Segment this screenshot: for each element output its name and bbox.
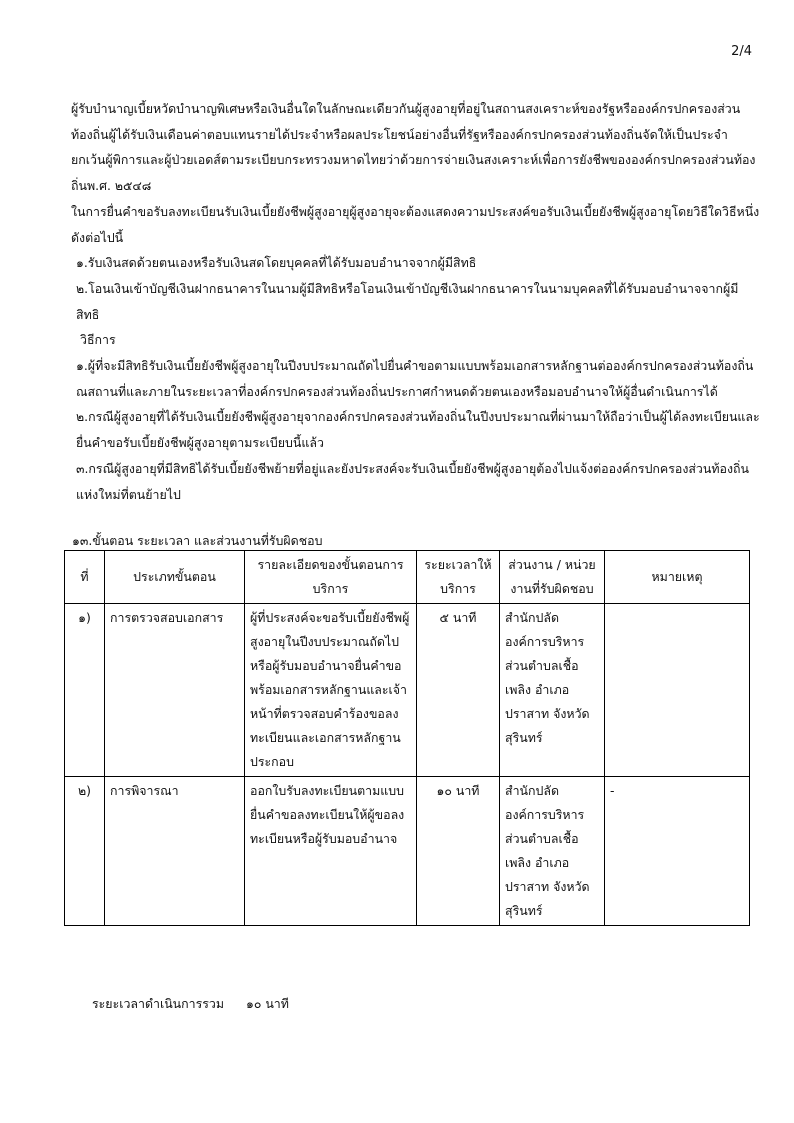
header-time: ระยะเวลาให้บริการ bbox=[417, 551, 500, 604]
header-note: หมายเหตุ bbox=[605, 551, 750, 604]
row-time: ๑๐ นาที bbox=[417, 777, 500, 926]
row-number: ๑) bbox=[65, 604, 105, 777]
row-type: การตรวจสอบเอกสาร bbox=[105, 604, 245, 777]
row-unit: สำนักปลัดองค์การบริหารส่วนตำบลเชื้อเพลิง อำเภอปราสาท จังหวัดสุรินทร์ bbox=[500, 777, 605, 926]
table-row bbox=[65, 777, 750, 926]
paragraph-method-heading: วิธีการ bbox=[80, 332, 116, 348]
section-title: ๑๓.ขั้นตอน ระยะเวลา และส่วนงานที่รับผิดชอบ bbox=[72, 533, 323, 548]
row-note bbox=[605, 604, 750, 777]
row-time: ๕ นาที bbox=[417, 604, 500, 777]
table-row bbox=[65, 604, 750, 777]
row-unit: สำนักปลัดองค์การบริหารส่วนตำบลเชื้อเพลิง อำเภอปราสาท จังหวัดสุรินทร์ bbox=[500, 604, 605, 777]
paragraph-method-2: ๒.กรณีผู้สูงอายุที่ได้รับเงินเบี้ยยังชีพผู้สูงอายุจากองค์กรปกครองส่วนท้องถิ่นในปีงบประมาณที่ผ่านมาให้ถือว่าเป็นผู้ได้ลงทะเบียนและยื่นคำขอรับเบี้ยยังชีพผู้สูงอายุตามระเบียบนี้แล้ว bbox=[76, 409, 760, 451]
header-type: ประเภทขั้นตอน bbox=[105, 551, 245, 604]
header-detail: รายละเอียดของขั้นตอนการบริการ bbox=[245, 551, 417, 604]
row-detail: ผู้ที่ประสงค์จะขอรับเบี้ยยังชีพผู้สูงอายุในปีงบประมาณถัดไปหรือผู้รับมอบอำนาจยื่นคำขอพร้อมเอกสารหลักฐานและเจ้าหน้าที่ตรวจสอบคำร้องขอลงทะเบียนและเอกสารหลักฐานประกอบ bbox=[245, 604, 417, 777]
paragraph-method-1: ๑.ผู้ที่จะมีสิทธิรับเงินเบี้ยยังชีพผู้สูงอายุในปีงบประมาณถัดไปยื่นคำขอตามแบบพร้อมเอกสารหลักฐานต่อองค์กรปกครองส่วนท้องถิ่นณสถานที่และภายในระยะเวลาที่องค์กรปกครองส่วนท้องถิ่นประกาศกำหนดด้วยตนเองหรือมอบอำนาจให้ผู้อื่นดำเนินการได้ bbox=[76, 358, 754, 399]
header-no: ที่ bbox=[65, 551, 105, 604]
document-body bbox=[71, 96, 761, 507]
row-number: ๒) bbox=[65, 777, 105, 926]
paragraph-option-cash: ๑.รับเงินสดด้วยตนเองหรือรับเงินสดโดยบุคคลที่ได้รับมอบอำนาจจากผู้มีสิทธิ bbox=[76, 255, 477, 271]
page-number: 2/4 bbox=[731, 44, 752, 59]
row-note: - bbox=[605, 777, 750, 926]
steps-table bbox=[64, 550, 750, 926]
paragraph-method-3: ๓.กรณีผู้สูงอายุที่มีสิทธิได้รับเบี้ยยังชีพย้ายที่อยู่และยังประสงค์จะรับเงินเบี้ยยังชีพผู้สูงอายุต้องไปแจ้งต่อองค์กรปกครองส่วนท้องถิ่นแห่งใหม่ที่ตนย้ายไป bbox=[76, 460, 749, 502]
paragraph-ineligible: ผู้รับบำนาญเบี้ยหวัดบำนาญพิเศษหรือเงินอื่นใดในลักษณะเดียวกันผู้สูงอายุที่อยู่ในสถานสงเคราะห์ของรัฐหรือองค์กรปกครองส่วนท้องถิ่นผู้ได้รับเงินเดือนค่าตอบแทนรายได้ประจำหรือผลประโยชน์อย่างอื่นที่รัฐหรือองค์กรปกครองส่วนท้องถิ่นจัดให้เป็นประจำยกเว้นผู้พิการและผู้ป่วยเอดส์ตามระเบียบกระทรวงมหาดไทยว่าด้วยการจ่ายเงินสงเคราะห์เพื่อการยังชีพขององค์กรปกครองส่วนท้องถิ่นพ.ศ. ๒๕๔๘ bbox=[71, 101, 756, 194]
total-value: ๑๐ นาที bbox=[245, 996, 289, 1011]
row-detail: ออกใบรับลงทะเบียนตามแบบยื่นคำขอลงทะเบียนให้ผู้ขอลงทะเบียนหรือผู้รับมอบอำนาจ bbox=[245, 777, 417, 926]
row-type: การพิจารณา bbox=[105, 777, 245, 926]
total-label: ระยะเวลาดำเนินการรวม bbox=[92, 996, 225, 1011]
header-unit: ส่วนงาน / หน่วยงานที่รับผิดชอบ bbox=[500, 551, 605, 604]
table-header-row bbox=[65, 551, 750, 604]
paragraph-payment-method-intro: ในการยื่นคำขอรับลงทะเบียนรับเงินเบี้ยยังชีพผู้สูงอายุผู้สูงอายุจะต้องแสดงความประสงค์ขอรับเงินเบี้ยยังชีพผู้สูงอายุโดยวิธีใดวิธีหนึ่งดังต่อไปนี้ bbox=[71, 203, 760, 245]
paragraph-option-transfer: ๒.โอนเงินเข้าบัญชีเงินฝากธนาคารในนามผู้มีสิทธิหรือโอนเงินเข้าบัญชีเงินฝากธนาคารในนามบุคคลที่ได้รับมอบอำนาจจากผู้มีสิทธิ bbox=[76, 280, 739, 322]
total-duration bbox=[92, 995, 289, 1014]
